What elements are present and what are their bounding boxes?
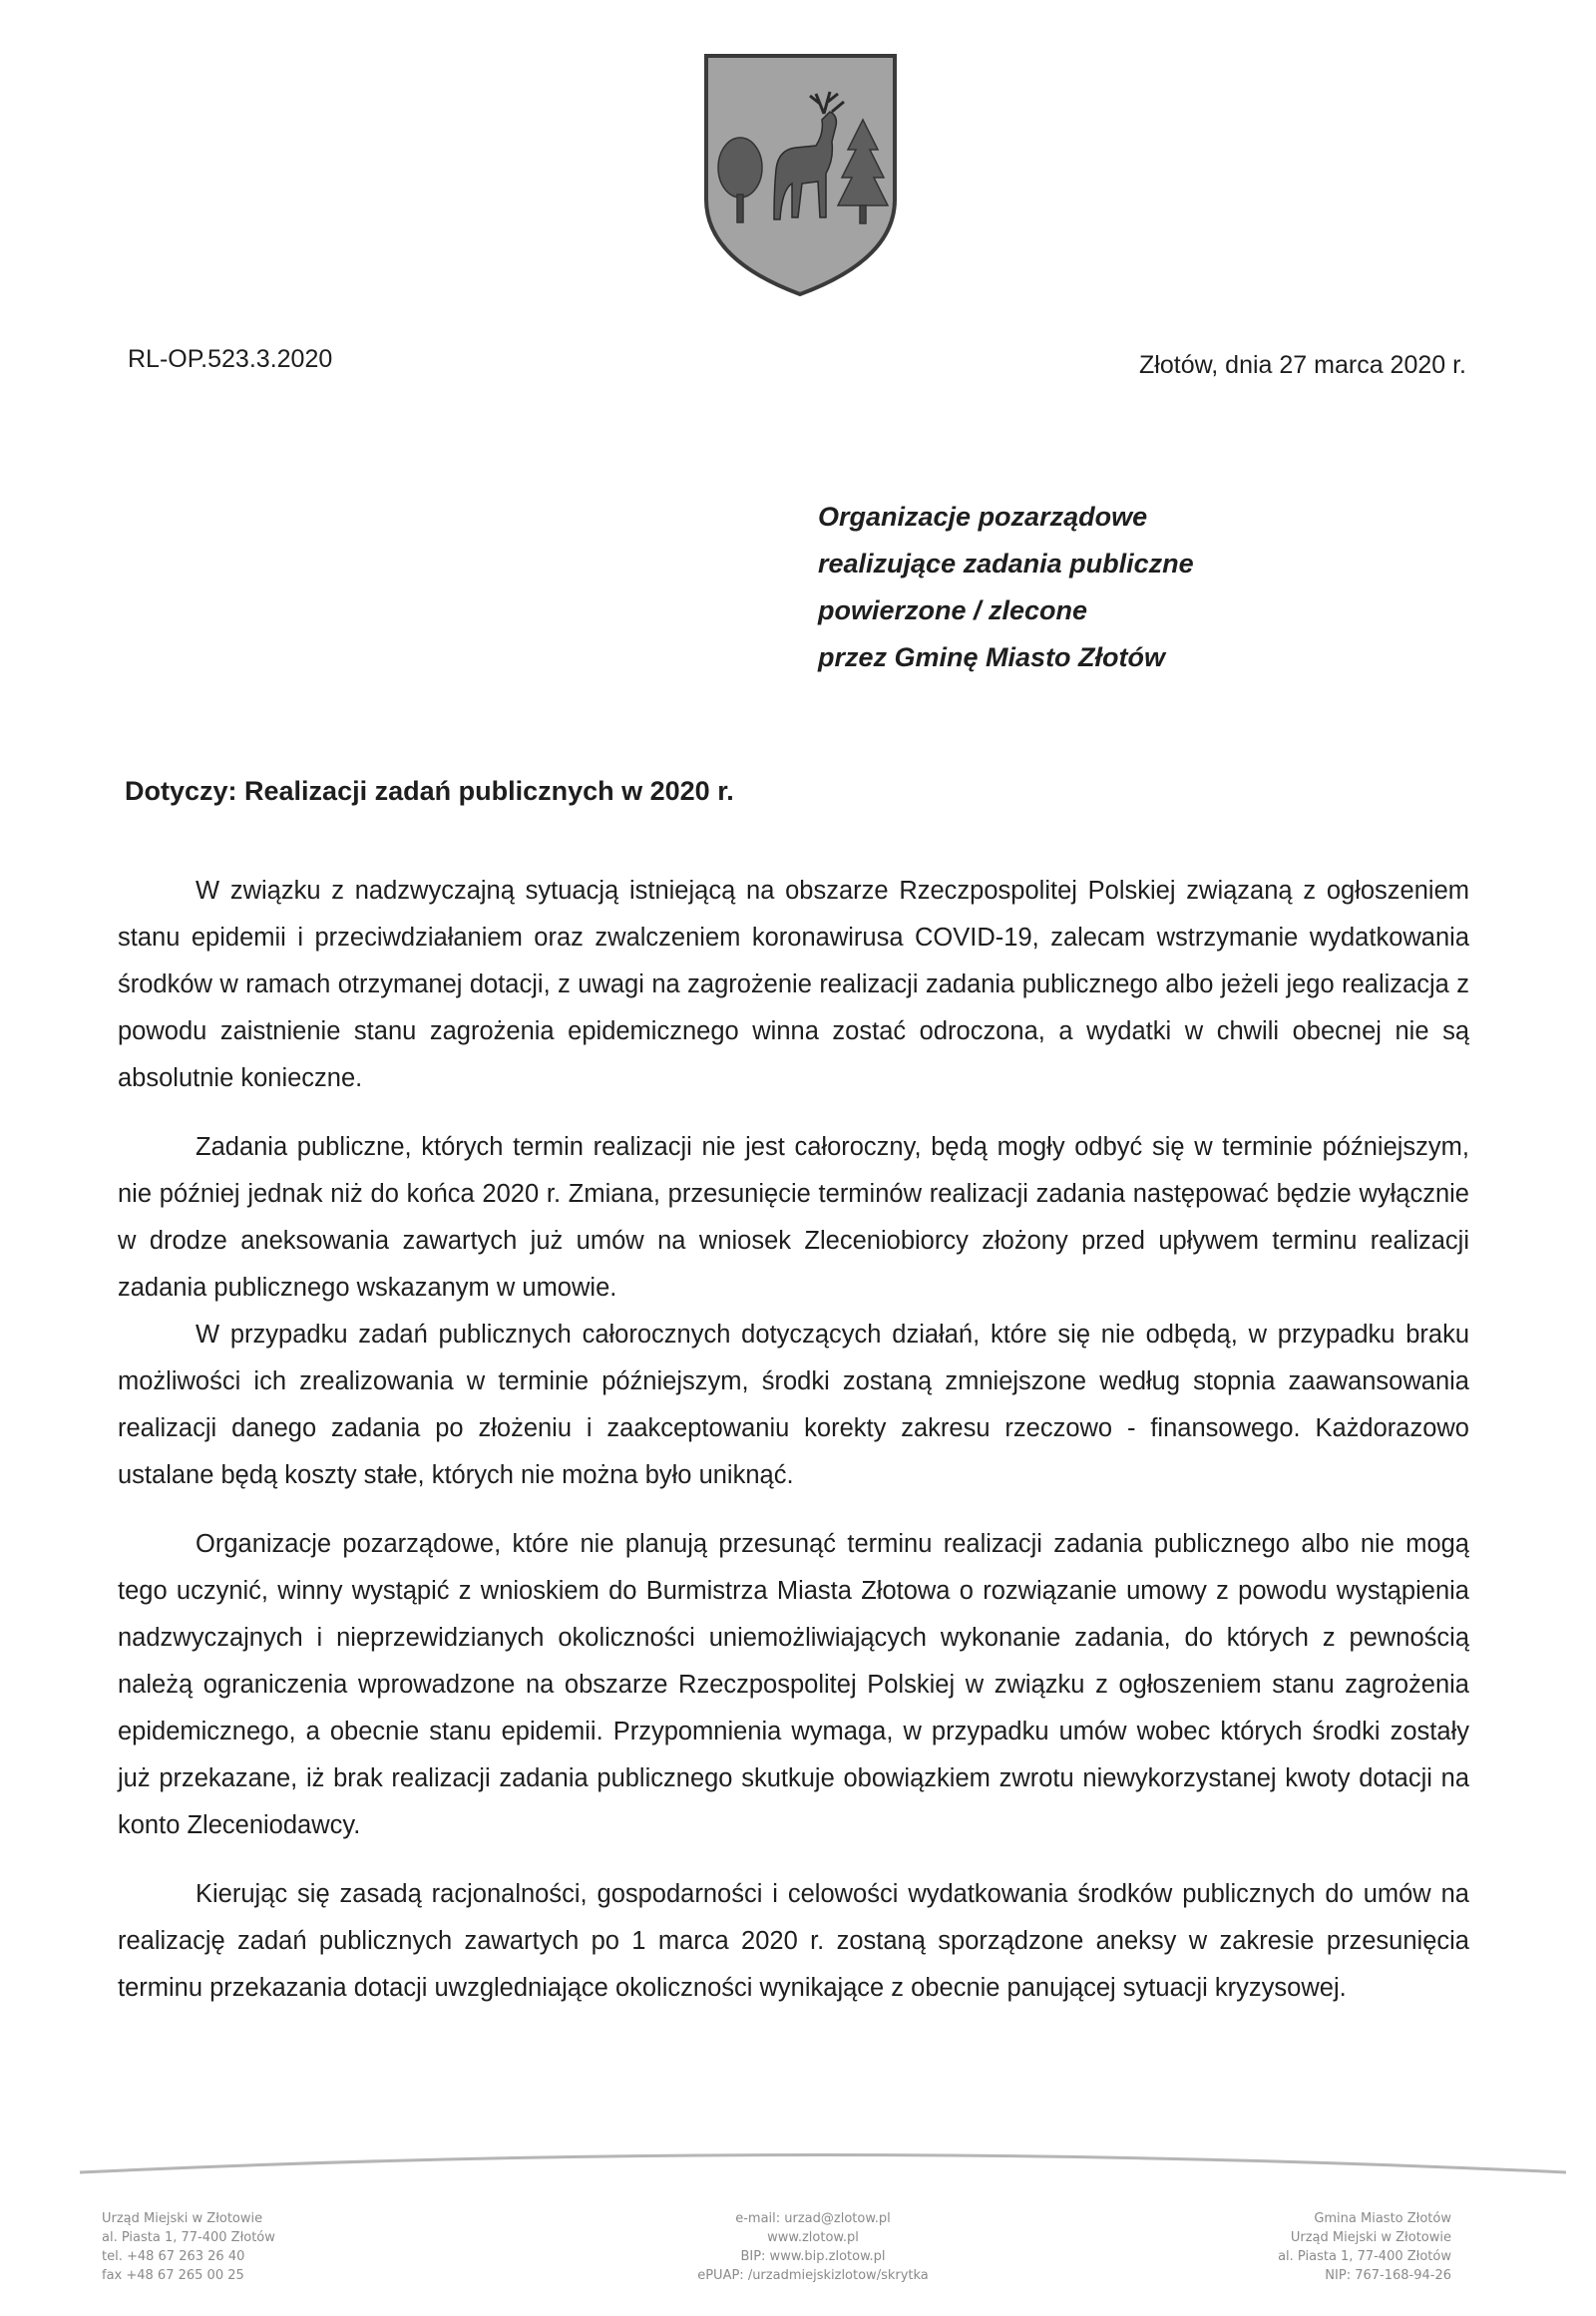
- footer-right: [1278, 2209, 1451, 2285]
- coat-of-arms-icon: [698, 50, 903, 299]
- footer-center: [688, 2209, 938, 2285]
- footer-left: [102, 2209, 275, 2285]
- recipient-block: [818, 494, 1194, 681]
- letter-body: [118, 868, 1469, 2012]
- place-date: Złotów, dnia 27 marca 2020 r.: [1139, 351, 1466, 379]
- body-paragraph: W związku z nadzwyczajną sytuacją istniejącą na obszarze Rzeczpospolitej Polskiej związaną z ogłoszeniem stanu epidemii i przeciwdziałaniem oraz zwalczeniem koronawirusa COVID-19, zalecam wstrzymanie wydatkowania środków w ramach otrzymanej dotacji, z uwagi na zagrożenie realizacji zadania publicznego albo jeżeli jego realizacja z powodu zaistnienie stanu zagrożenia epidemicznego winna zostać odroczona, a wydatki w chwili obecnej nie są absolutnie konieczne.: [118, 877, 1469, 1092]
- footer-line: Gmina Miasto Złotów: [1314, 2211, 1451, 2226]
- footer-line: fax +48 67 265 00 25: [102, 2268, 244, 2283]
- footer-line: tel. +48 67 263 26 40: [102, 2249, 245, 2264]
- footer-website[interactable]: www.zlotow.pl: [767, 2230, 859, 2245]
- body-paragraph: Kierując się zasadą racjonalności, gospodarności i celowości wydatkowania środków publicznych do umów na realizację zadań publicznych zawartych po 1 marca 2020 r. zostaną sporządzone aneksy w zakresie przesunięcia terminu przekazania dotacji uwzgledniające okoliczności wynikające z obecnie panującej sytuacji kryzysowej.: [118, 1880, 1469, 2002]
- footer-bip[interactable]: BIP: www.bip.zlotow.pl: [740, 2249, 886, 2264]
- recipient-line: realizujące zadania publiczne: [818, 549, 1194, 579]
- footer-email[interactable]: e-mail: urzad@zlotow.pl: [735, 2211, 891, 2226]
- body-paragraph: W przypadku zadań publicznych całorocznych dotyczących działań, które się nie odbędą, w przypadku braku możliwości ich zrealizowania w terminie późniejszym, środki zostaną zmniejszone według stopnia zaawansowania realizacji danego zadania po złożeniu i zaakceptowaniu korekty zakresu rzeczowo - finansowego. Każdorazowo ustalane będą koszty stałe, których nie można było uniknąć.: [118, 1321, 1469, 1489]
- subject-line: Dotyczy: Realizacji zadań publicznych w 2020 r.: [125, 776, 734, 806]
- footer-line: Urząd Miejski w Złotowie: [102, 2211, 263, 2226]
- footer-divider: [80, 2142, 1566, 2182]
- body-paragraph: Organizacje pozarządowe, które nie planują przesunąć terminu realizacji zadania publicznego albo nie mogą tego uczynić, winny wystąpić z wnioskiem do Burmistrza Miasta Złotowa o rozwiązanie umowy z powodu wystąpienia nadzwyczajnych i nieprzewidzianych okoliczności uniemożliwiających wykonanie zadania, do których z pewnością należą ograniczenia wprowadzone na obszarze Rzeczpospolitej Polskiej w związku z ogłoszeniem stanu zagrożenia epidemicznego, a obecnie stanu epidemii. Przypomnienia wymaga, w przypadku umów wobec których środki zostały już przekazane, iż brak realizacji zadania publicznego skutkuje obowiązkiem zwrotu niewykorzystanej kwoty dotacji na konto Zleceniodawcy.: [118, 1530, 1469, 1839]
- body-paragraph: Zadania publiczne, których termin realizacji nie jest całoroczny, będą mogły odbyć się w terminie późniejszym, nie później jednak niż do końca 2020 r. Zmiana, przesunięcie terminów realizacji zadania następować będzie wyłącznie w drodze aneksowania zawartych już umów na wniosek Zleceniobiorcy złożony przed upływem terminu realizacji zadania publicznego wskazanym w umowie.: [118, 1133, 1469, 1302]
- recipient-line: Organizacje pozarządowe: [818, 502, 1148, 532]
- reference-number: RL-OP.523.3.2020: [128, 345, 333, 373]
- recipient-line: powierzone / zlecone: [818, 595, 1088, 625]
- footer-line: al. Piasta 1, 77-400 Złotów: [102, 2230, 275, 2245]
- footer-line: al. Piasta 1, 77-400 Złotów: [1278, 2249, 1451, 2264]
- footer-epuap: ePUAP: /urzadmiejskizlotow/skrytka: [697, 2268, 929, 2283]
- footer-line: Urząd Miejski w Złotowie: [1290, 2230, 1451, 2245]
- recipient-line: przez Gminę Miasto Złotów: [818, 642, 1166, 672]
- footer-line: NIP: 767-168-94-26: [1325, 2268, 1451, 2283]
